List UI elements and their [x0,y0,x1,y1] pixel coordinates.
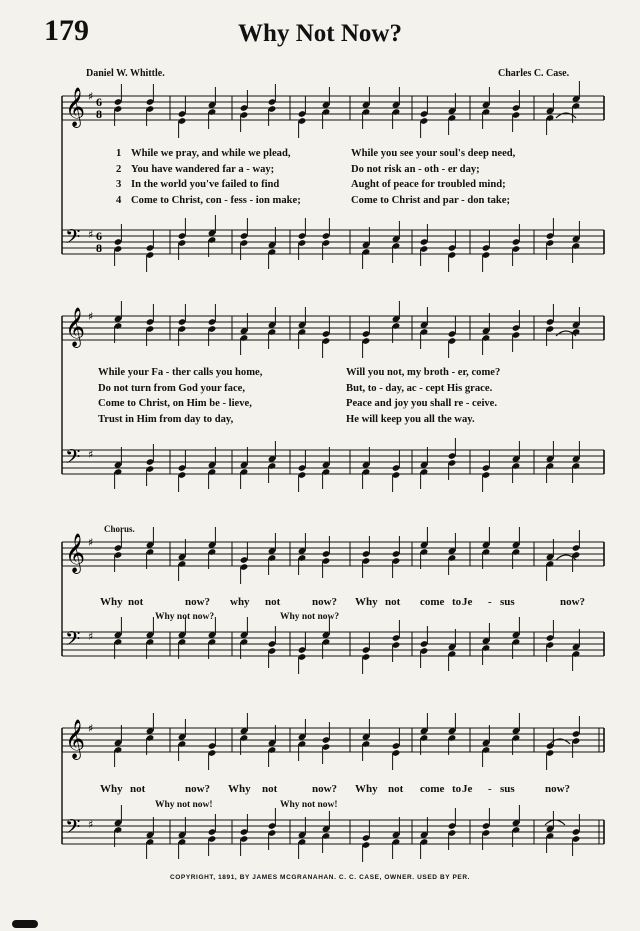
chorus-lyric-word: - [488,596,492,608]
page-mark [12,920,38,928]
chorus-lyric-word: now? [185,596,211,608]
verse-line: 3 In the world you've failed to find Aught of peace for troubled mind; [116,177,586,193]
key-sharp-icon: ♯ [88,90,94,103]
treble-clef-icon: 𝄞 [65,719,86,759]
verse-number: 2 [116,163,122,175]
verse-line: 2 You have wandered far a - way; Do not risk an - oth - er day; [116,162,586,178]
hymn-number: 179 [44,14,89,47]
chorus-lyric-word: not [388,783,404,795]
key-sharp-icon: ♯ [88,536,94,549]
verse-line: Do not turn from God your face, But, to - day, ac - cept His grace. [98,382,493,394]
chorus-lyric-word: sus [500,783,515,795]
hymn-title: Why Not Now? [238,20,402,47]
chorus-label: Chorus. [104,524,135,534]
treble-clef-icon: 𝄞 [65,307,86,347]
chorus-echo-words: Why not now? [280,612,340,622]
chorus-lyric-word: not [385,596,401,608]
verse-line: While your Fa - ther calls you home, Will you not, my broth - er, come? [98,367,501,378]
chorus-lyric-word: not [262,783,278,795]
chorus-lyric-word: not [128,596,144,608]
chorus-lyric-word: come [420,783,445,795]
verse-number: 4 [116,194,122,206]
verse-lines-system-1 [116,146,586,208]
chorus-lyric-word: to [452,596,462,608]
chorus-lyric-word: now? [545,783,571,795]
treble-clef-icon: 𝄞 [65,533,86,573]
verse-number: 3 [116,179,122,190]
chorus-lyric-word: to [452,783,462,795]
composer-credit: Charles C. Case. [498,68,570,79]
verse-number: 1 [116,148,122,159]
time-signature: 6 [96,229,102,243]
chorus-echo-words: Why not now! [155,800,213,810]
author-credit: Daniel W. Whittle. [86,68,165,79]
chorus-lyric-word: not [265,596,281,608]
verse-lines-system-2 [98,365,584,427]
bass-clef-icon: 𝄢 [65,225,81,253]
treble-clef-icon: 𝄞 [65,87,86,127]
verse-line: 4 Come to Christ, con - fess - ion make; Come to Christ and par - don take; [116,193,586,209]
chorus-lyric-word: now? [185,783,211,795]
chorus-lyric-word: why [230,596,250,608]
chorus-echo-words: Why not now? [155,612,215,622]
copyright-notice: COPYRIGHT, 1891, BY JAMES MCGRANAHAN. C. C. CASE, OWNER. USED BY PER. [169,874,471,881]
time-signature: 6 [96,95,102,109]
time-signature: 8 [96,107,102,121]
chorus-lyric-word: Je [462,783,473,795]
verse-line: Come to Christ, on Him be - lieve, Peace and joy you shall re - ceive. [98,398,498,409]
chorus-lyric-word: sus [500,596,515,608]
chorus-lyric-word: Why [355,783,378,795]
key-sharp-icon: ♯ [88,310,94,323]
chorus-lyric-word: Je [462,596,473,608]
chorus-lyric-word: Why [355,596,378,608]
chorus-lyric-word: - [488,783,492,795]
key-sharp-icon: ♯ [88,630,94,643]
chorus-lyric-word: Why [100,596,123,608]
key-sharp-icon: ♯ [88,228,94,241]
key-sharp-icon: ♯ [88,722,94,735]
key-sharp-icon: ♯ [88,448,94,461]
chorus-lyric-word: now? [312,596,338,608]
fermata-icon [545,820,565,825]
verse-line: 1 While we pray, and while we plead, While you see your soul's deep need, [116,146,586,162]
chorus-lyric-word: come [420,596,445,608]
key-sharp-icon: ♯ [88,818,94,831]
time-signature: 8 [96,241,102,255]
chorus-lyric-word: Why [228,783,251,795]
chorus-echo-words: Why not now! [280,800,338,810]
chorus-lyric-word: Why [100,783,123,795]
chorus-lyric-word: now? [312,783,338,795]
bass-clef-icon: 𝄢 [65,445,81,473]
verse-line: Trust in Him from day to day, He will keep you all the way. [98,413,475,425]
chorus-lyric-word: now? [560,596,586,608]
bass-clef-icon: 𝄢 [65,815,81,843]
bass-clef-icon: 𝄢 [65,627,81,655]
chorus-lyric-word: not [130,783,146,795]
